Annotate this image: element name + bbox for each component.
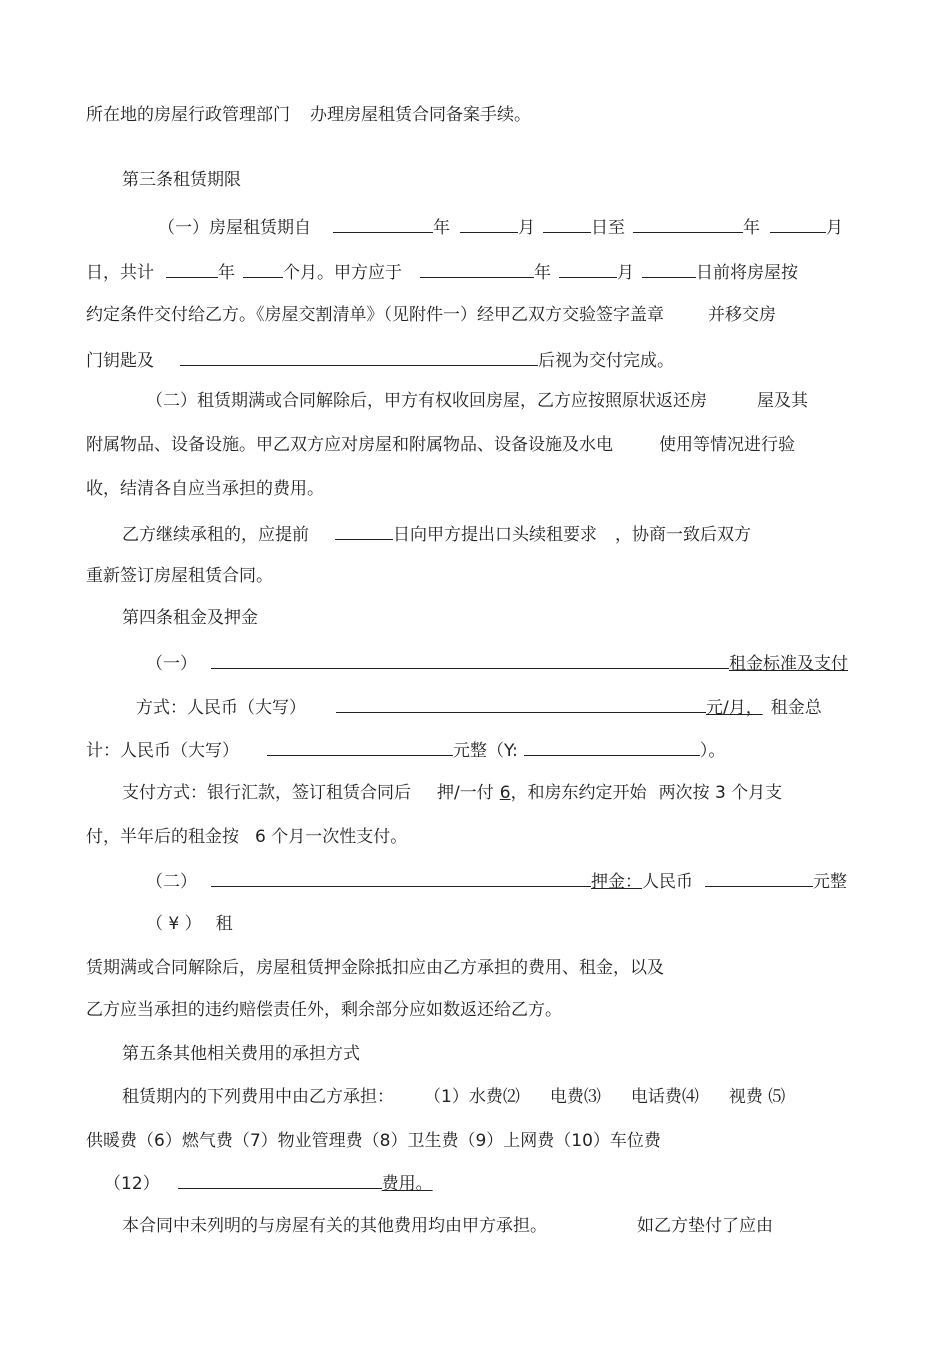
text-segment: 计：人民币（大写） — [86, 741, 239, 761]
article-heading: 第五条其他相关费用的承担方式 — [122, 1044, 360, 1064]
text-segment: 附属物品、设备设施。甲乙双方应对房屋和附属物品、设备设施及水电 — [86, 435, 613, 455]
text-line — [104, 1170, 433, 1196]
fill-blank[interactable] — [335, 521, 393, 540]
text-segment: （二）租赁期满或合同解除后，甲方有权收回房屋，乙方应按照原状返还房 — [146, 391, 707, 411]
fill-blank[interactable] — [543, 214, 591, 233]
fill-blank[interactable] — [333, 214, 433, 233]
text-segment: 押/一付 — [437, 783, 494, 803]
text-segment: 月 — [826, 218, 843, 238]
text-segment: 支付方式：银行汇款，签订租赁合同后 — [122, 783, 411, 803]
text-segment: 使用等情况进行验 — [659, 435, 795, 455]
text-segment: （一） — [146, 654, 197, 674]
text-segment: （一）房屋租赁期自 — [158, 218, 311, 238]
text-segment: ）。 — [699, 741, 726, 761]
text-segment: 费用。 — [381, 1174, 433, 1194]
text-segment: 押金： — [591, 872, 642, 892]
text-segment: 月 — [617, 263, 634, 283]
text-segment: 元整 — [813, 872, 847, 892]
text-segment: （12） — [104, 1174, 160, 1194]
text-line — [122, 1214, 773, 1238]
text-segment: 6 个月一次性支付。 — [255, 827, 408, 847]
text-line — [122, 1085, 785, 1109]
fill-blank[interactable] — [705, 868, 813, 887]
article-heading: 第四条租金及押金 — [122, 608, 258, 628]
text-segment: 年 — [433, 218, 450, 238]
text-segment: ，协商一致后双方 — [615, 525, 751, 545]
text-segment: 并移交房 — [708, 305, 776, 325]
text-line — [146, 868, 847, 894]
text-line — [86, 433, 795, 457]
text-line — [146, 389, 808, 413]
fill-blank[interactable] — [633, 214, 743, 233]
text-line — [136, 694, 822, 720]
text-segment: 门钥匙及 — [86, 351, 154, 371]
text-segment: 6 — [499, 783, 511, 803]
text-line — [86, 347, 674, 373]
text-segment: 所在地的房屋行政管理部门 — [86, 105, 290, 125]
fill-blank[interactable] — [460, 214, 518, 233]
text-segment: 视费 ⑸ — [728, 1087, 786, 1107]
text-line — [158, 214, 843, 240]
text-line — [122, 521, 751, 547]
text-segment: 后视为交付完成。 — [538, 351, 674, 371]
text-segment: 两次按 3 个月支 — [658, 783, 783, 803]
text-line — [86, 103, 531, 127]
fill-blank[interactable] — [211, 868, 591, 887]
fill-blank[interactable] — [166, 259, 218, 278]
fill-blank[interactable] — [267, 737, 453, 756]
fill-blank[interactable] — [642, 259, 696, 278]
text-segment: 年 — [534, 263, 551, 283]
fill-blank[interactable] — [243, 259, 283, 278]
text-segment: 日向甲方提出口头续租要求 — [393, 525, 597, 545]
text-segment: ，和房东约定开始 — [510, 783, 647, 803]
text-segment: 人民币 — [642, 872, 693, 892]
text-segment: 日至 — [591, 218, 625, 238]
text-segment: （1）水费⑵ — [424, 1087, 520, 1107]
text-segment: 如乙方垫付了应由 — [637, 1216, 773, 1236]
text-segment: 个月。甲方应于 — [283, 263, 402, 283]
text-line — [86, 259, 798, 285]
text-segment: 约定条件交付给乙方。《房屋交割清单》（见附件一）经甲乙双方交验签字盖章 — [86, 305, 664, 325]
text-segment: 办理房屋租赁合同备案手续。 — [310, 105, 531, 125]
article-heading: 第三条租赁期限 — [122, 170, 241, 190]
text-segment: 元/月， — [706, 698, 763, 718]
text-segment: 年 — [218, 263, 235, 283]
text-line — [146, 650, 848, 676]
text-line: 赁期满或合同解除后，房屋租赁押金除抵扣应由乙方承担的费用、租金，以及 — [86, 958, 664, 978]
text-line — [86, 737, 725, 763]
text-segment: 日前将房屋按 — [696, 263, 798, 283]
fill-blank[interactable] — [524, 737, 700, 756]
fill-blank[interactable] — [770, 214, 826, 233]
text-segment: 屋及其 — [757, 391, 808, 411]
fill-blank[interactable] — [180, 347, 538, 366]
text-segment: （ ¥ ） — [146, 914, 202, 934]
text-segment: 电话费⑷ — [630, 1087, 699, 1107]
text-segment: （二） — [146, 872, 197, 892]
fill-blank[interactable] — [336, 694, 706, 713]
text-segment: 租金总 — [770, 698, 822, 718]
text-segment: 租 — [215, 914, 233, 934]
fill-blank[interactable] — [178, 1170, 382, 1189]
text-line — [86, 825, 407, 849]
text-segment: 日，共计 — [86, 263, 154, 283]
text-segment: 付，半年后的租金按 — [86, 827, 239, 847]
fill-blank[interactable] — [211, 650, 729, 669]
text-segment: 元整（Y: — [453, 741, 518, 761]
text-segment: 月 — [518, 218, 535, 238]
text-segment: 电费⑶ — [549, 1087, 601, 1107]
text-segment: 方式：人民币（大写） — [136, 698, 306, 718]
text-line: 乙方应当承担的违约赔偿责任外，剩余部分应如数返还给乙方。 — [86, 1000, 562, 1020]
text-line: 重新签订房屋租赁合同。 — [86, 566, 273, 586]
text-segment: 租金标准及支付 — [729, 654, 848, 674]
text-segment: 本合同中未列明的与房屋有关的其他费用均由甲方承担。 — [122, 1216, 547, 1236]
text-segment: 年 — [743, 218, 760, 238]
text-line — [122, 781, 782, 805]
text-segment: 乙方继续承租的，应提前 — [122, 525, 309, 545]
text-line: 收，结清各自应当承担的费用。 — [86, 479, 324, 499]
text-line: 供暖费（6）燃气费（7）物业管理费（8）卫生费（9）上网费（10）车位费 — [86, 1131, 661, 1151]
fill-blank[interactable] — [420, 259, 534, 278]
text-line — [86, 303, 776, 327]
text-line — [146, 912, 233, 936]
fill-blank[interactable] — [559, 259, 617, 278]
text-segment: 租赁期内的下列费用中由乙方承担： — [122, 1087, 394, 1107]
